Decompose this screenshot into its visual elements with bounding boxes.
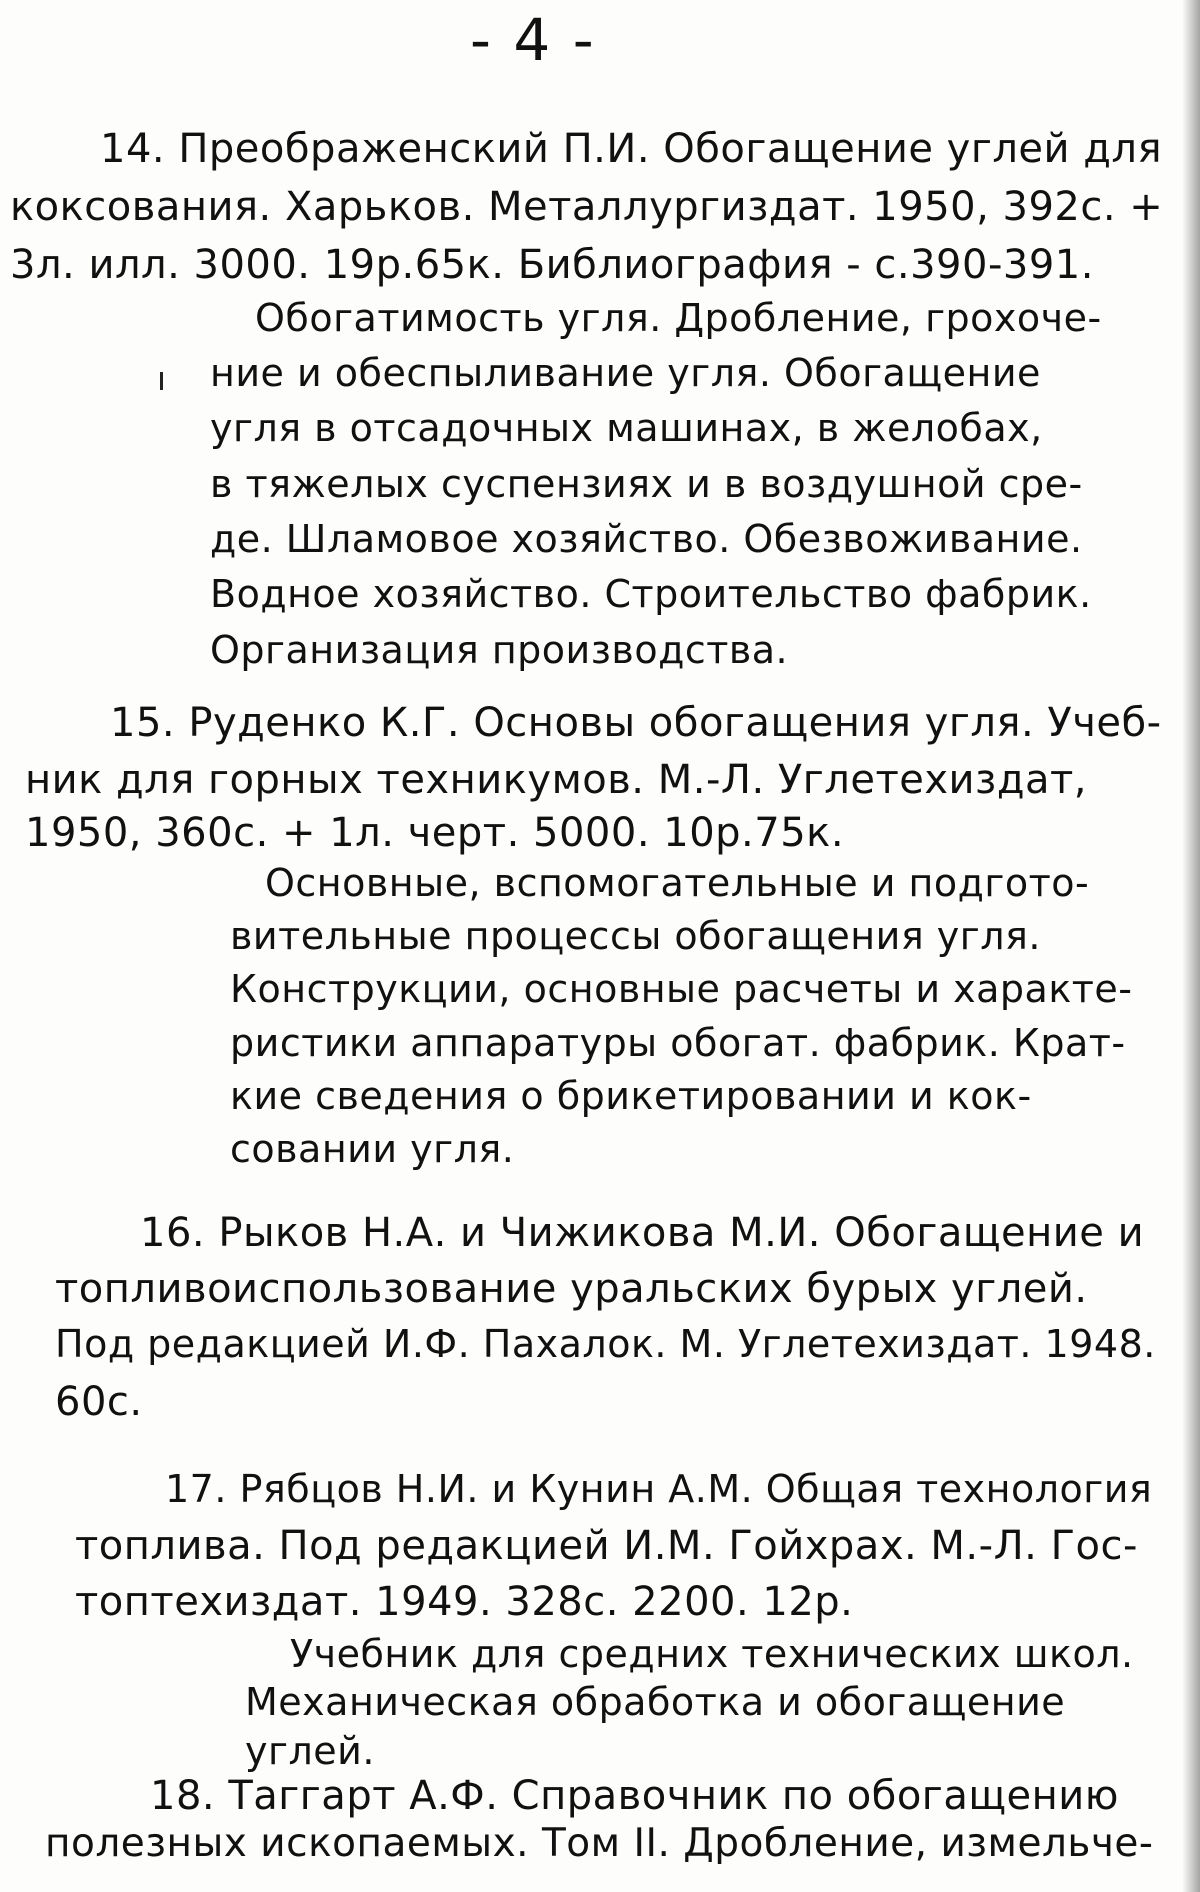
entry-15-desc-4: ристики аппаратуры обогат. фабрик. Крат- <box>230 1021 1126 1065</box>
entry-16-line-1: 16. Рыков Н.А. и Чижикова М.И. Обогащение и <box>140 1210 1145 1256</box>
entry-14-desc-4: в тяжелых суспензиях и в воздушной сре- <box>210 462 1083 506</box>
entry-14-line-1: 14. Преображенский П.И. Обогащение углей для <box>100 126 1163 172</box>
entry-15-desc-5: кие сведения о брикетировании и кок- <box>230 1074 1032 1118</box>
entry-16-line-3: Под редакцией И.Ф. Пахалок. М. Углетехиздат. 1948. <box>55 1322 1156 1366</box>
entry-14-desc-2: ние и обеспыливание угля. Обогащение <box>210 351 1041 395</box>
entry-14-desc-5: де. Шламовое хозяйство. Обезвоживание. <box>210 517 1083 561</box>
entry-18-line-2: полезных ископаемых. Том II. Дробление, измельче- <box>45 1821 1154 1866</box>
entry-15-desc-6: совании угля. <box>230 1127 515 1171</box>
entry-17-line-3: топтехиздат. 1949. 328с. 2200. 12р. <box>75 1579 854 1625</box>
entry-15-line-1: 15. Руденко К.Г. Основы обогащения угля. Учеб- <box>110 700 1162 746</box>
entry-15-line-3: 1950, 360с. + 1л. черт. 5000. 10р.75к. <box>25 810 845 856</box>
entry-17-desc-1: Учебник для средних технических школ. <box>290 1632 1134 1676</box>
entry-14-desc-1: Обогатимость угля. Дробление, грохоче- <box>255 296 1102 340</box>
entry-17-line-1: 17. Рябцов Н.И. и Кунин А.М. Общая технология <box>165 1467 1153 1511</box>
entry-15-line-2: ник для горных техникумов. М.-Л. Углетехиздат, <box>25 757 1088 803</box>
entry-18-line-1: 18. Таггарт А.Ф. Справочник по обогащению <box>150 1773 1119 1819</box>
entry-17-desc-2: Механическая обработка и обогащение <box>245 1680 1066 1724</box>
entry-14-desc-3: угля в отсадочных машинах, в желобах, <box>210 406 1043 450</box>
page-edge-shadow <box>1182 0 1200 1892</box>
stray-pen-mark <box>160 372 163 390</box>
entry-15-desc-3: Конструкции, основные расчеты и характе- <box>230 967 1133 1011</box>
entry-16-line-2: топливоиспользование уральских бурых углей. <box>55 1266 1088 1312</box>
entry-15-desc-1: Основные, вспомогательные и подгото- <box>265 861 1090 905</box>
entry-14-desc-6: Водное хозяйство. Строительство фабрик. <box>210 572 1092 616</box>
entry-17-line-2: топлива. Под редакцией И.М. Гойхрах. М.-Л. Гос- <box>75 1523 1138 1569</box>
entry-17-desc-3: углей. <box>245 1729 375 1773</box>
entry-14-line-2: коксования. Харьков. Металлургиздат. 1950, 392с. + <box>10 184 1164 230</box>
entry-14-line-3: 3л. илл. 3000. 19р.65к. Библиография - с.390-391. <box>10 242 1094 288</box>
entry-15-desc-2: вительные процессы обогащения угля. <box>230 914 1041 958</box>
entry-14-desc-7: Организация производства. <box>210 628 789 672</box>
entry-16-line-4: 60с. <box>55 1379 143 1425</box>
page-number: - 4 - <box>470 6 596 74</box>
